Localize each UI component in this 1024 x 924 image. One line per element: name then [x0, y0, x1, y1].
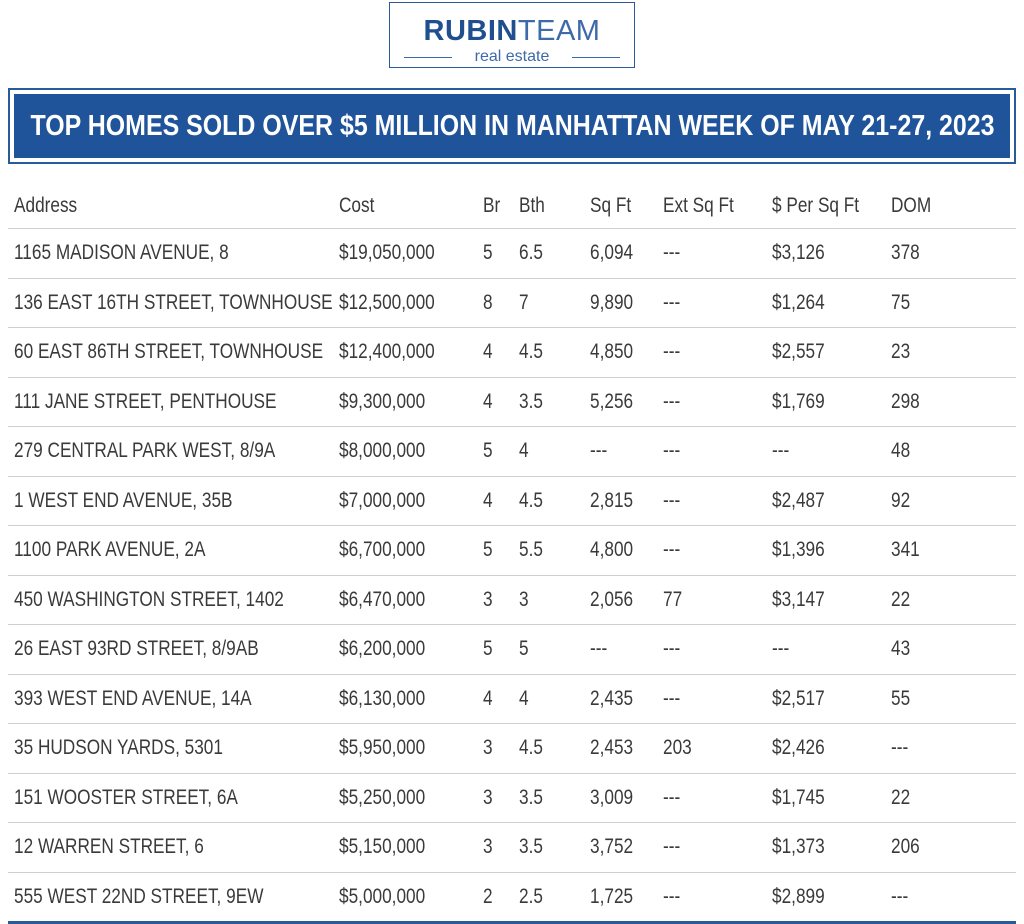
cell-price-per-sqft: $3,147	[772, 576, 825, 625]
cell-br: 5	[483, 229, 493, 278]
cell-address: 1100 PARK AVENUE, 2A	[14, 526, 205, 575]
cell-cost: $5,150,000	[339, 823, 425, 872]
table-row	[8, 279, 1016, 329]
cell-price-per-sqft: ---	[772, 625, 789, 674]
table-row	[8, 576, 1016, 626]
cell-br: 3	[483, 774, 493, 823]
table-body	[8, 229, 1016, 924]
cell-br: 3	[483, 823, 493, 872]
rubin-team-logo	[389, 2, 635, 68]
cell-address: 279 CENTRAL PARK WEST, 8/9A	[14, 427, 275, 476]
cell-ext-sqft: ---	[663, 823, 680, 872]
cell-address: 151 WOOSTER STREET, 6A	[14, 774, 238, 823]
cell-ext-sqft: ---	[663, 873, 680, 922]
cell-ext-sqft: ---	[663, 427, 680, 476]
cell-dom: 341	[891, 526, 920, 575]
cell-sqft: ---	[590, 625, 607, 674]
cell-bth: 7	[519, 279, 529, 328]
cell-ext-sqft: ---	[663, 229, 680, 278]
cell-br: 5	[483, 625, 493, 674]
cell-sqft: ---	[590, 427, 607, 476]
sales-table	[8, 183, 1016, 924]
cell-address: 555 WEST 22ND STREET, 9EW	[14, 873, 263, 922]
cell-bth: 5	[519, 625, 529, 674]
cell-sqft: 4,850	[590, 328, 633, 377]
cell-dom: 298	[891, 378, 920, 427]
header-cost: Cost	[339, 183, 374, 228]
cell-sqft: 6,094	[590, 229, 633, 278]
cell-cost: $8,000,000	[339, 427, 425, 476]
cell-address: 35 HUDSON YARDS, 5301	[14, 724, 223, 773]
cell-bth: 4.5	[519, 328, 543, 377]
logo-wordmark	[390, 15, 634, 47]
cell-bth: 3	[519, 576, 529, 625]
cell-dom: 48	[891, 427, 910, 476]
cell-cost: $7,000,000	[339, 477, 425, 526]
cell-ext-sqft: ---	[663, 328, 680, 377]
cell-bth: 6.5	[519, 229, 543, 278]
logo-word-light: TEAM	[518, 15, 601, 47]
cell-price-per-sqft: $1,769	[772, 378, 825, 427]
cell-cost: $6,470,000	[339, 576, 425, 625]
cell-sqft: 3,009	[590, 774, 633, 823]
cell-cost: $9,300,000	[339, 378, 425, 427]
cell-cost: $6,700,000	[339, 526, 425, 575]
cell-price-per-sqft: $2,517	[772, 675, 825, 724]
logo-word-bold: RUBIN	[424, 15, 518, 47]
table-row	[8, 625, 1016, 675]
cell-ext-sqft: ---	[663, 774, 680, 823]
cell-br: 5	[483, 427, 493, 476]
table-row	[8, 774, 1016, 824]
cell-ext-sqft: 77	[663, 576, 682, 625]
header-sqft: Sq Ft	[590, 183, 631, 228]
cell-bth: 4.5	[519, 477, 543, 526]
cell-price-per-sqft: $2,557	[772, 328, 825, 377]
cell-dom: 22	[891, 576, 910, 625]
cell-sqft: 9,890	[590, 279, 633, 328]
cell-dom: 23	[891, 328, 910, 377]
header-dom: DOM	[891, 183, 931, 228]
cell-ext-sqft: ---	[663, 279, 680, 328]
table-row	[8, 427, 1016, 477]
cell-address: 136 EAST 16TH STREET, TOWNHOUSE	[14, 279, 333, 328]
cell-address: 1 WEST END AVENUE, 35B	[14, 477, 233, 526]
cell-bth: 4.5	[519, 724, 543, 773]
cell-cost: $5,250,000	[339, 774, 425, 823]
cell-bth: 2.5	[519, 873, 543, 922]
cell-br: 4	[483, 477, 493, 526]
cell-address: 1165 MADISON AVENUE, 8	[14, 229, 229, 278]
cell-br: 5	[483, 526, 493, 575]
table-row	[8, 724, 1016, 774]
cell-ext-sqft: ---	[663, 477, 680, 526]
cell-address: 12 WARREN STREET, 6	[14, 823, 204, 872]
page-title: TOP HOMES SOLD OVER $5 MILLION IN MANHATTAN WEEK OF MAY 21-27, 2023	[30, 110, 994, 143]
cell-cost: $19,050,000	[339, 229, 435, 278]
cell-dom: 378	[891, 229, 920, 278]
table-row	[8, 328, 1016, 378]
cell-cost: $12,500,000	[339, 279, 435, 328]
cell-dom: 55	[891, 675, 910, 724]
cell-price-per-sqft: $1,264	[772, 279, 825, 328]
cell-price-per-sqft: $1,373	[772, 823, 825, 872]
cell-ext-sqft: ---	[663, 625, 680, 674]
header-address: Address	[14, 183, 77, 228]
table-row	[8, 526, 1016, 576]
table-row	[8, 675, 1016, 725]
cell-price-per-sqft: $2,426	[772, 724, 825, 773]
logo-subtitle: real estate	[390, 48, 634, 66]
cell-sqft: 5,256	[590, 378, 633, 427]
title-banner-fill	[14, 94, 1010, 158]
cell-dom: 22	[891, 774, 910, 823]
cell-bth: 3.5	[519, 823, 543, 872]
cell-sqft: 1,725	[590, 873, 633, 922]
cell-bth: 3.5	[519, 774, 543, 823]
cell-address: 393 WEST END AVENUE, 14A	[14, 675, 252, 724]
cell-br: 3	[483, 576, 493, 625]
table-header-row	[8, 183, 1016, 229]
cell-sqft: 2,453	[590, 724, 633, 773]
cell-cost: $5,000,000	[339, 873, 425, 922]
cell-br: 3	[483, 724, 493, 773]
cell-dom: ---	[891, 724, 908, 773]
cell-dom: ---	[891, 873, 908, 922]
cell-bth: 4	[519, 675, 529, 724]
header-ext-sqft: Ext Sq Ft	[663, 183, 734, 228]
table-row	[8, 378, 1016, 428]
cell-bth: 5.5	[519, 526, 543, 575]
cell-cost: $12,400,000	[339, 328, 435, 377]
cell-price-per-sqft: ---	[772, 427, 789, 476]
cell-dom: 92	[891, 477, 910, 526]
cell-sqft: 2,815	[590, 477, 633, 526]
cell-sqft: 2,056	[590, 576, 633, 625]
header-price-per-sqft: $ Per Sq Ft	[772, 183, 859, 228]
cell-sqft: 4,800	[590, 526, 633, 575]
cell-br: 4	[483, 328, 493, 377]
cell-ext-sqft: 203	[663, 724, 692, 773]
cell-ext-sqft: ---	[663, 526, 680, 575]
cell-price-per-sqft: $2,899	[772, 873, 825, 922]
header-br: Br	[483, 183, 500, 228]
cell-dom: 75	[891, 279, 910, 328]
cell-address: 450 WASHINGTON STREET, 1402	[14, 576, 284, 625]
cell-ext-sqft: ---	[663, 675, 680, 724]
cell-bth: 3.5	[519, 378, 543, 427]
cell-br: 4	[483, 675, 493, 724]
cell-sqft: 2,435	[590, 675, 633, 724]
cell-address: 26 EAST 93RD STREET, 8/9AB	[14, 625, 259, 674]
cell-cost: $6,200,000	[339, 625, 425, 674]
cell-bth: 4	[519, 427, 529, 476]
cell-price-per-sqft: $1,396	[772, 526, 825, 575]
cell-price-per-sqft: $1,745	[772, 774, 825, 823]
cell-price-per-sqft: $2,487	[772, 477, 825, 526]
cell-ext-sqft: ---	[663, 378, 680, 427]
cell-price-per-sqft: $3,126	[772, 229, 825, 278]
table-row	[8, 823, 1016, 873]
cell-br: 4	[483, 378, 493, 427]
cell-dom: 206	[891, 823, 920, 872]
table-row	[8, 477, 1016, 527]
cell-br: 8	[483, 279, 493, 328]
cell-cost: $5,950,000	[339, 724, 425, 773]
header-bth: Bth	[519, 183, 545, 228]
cell-address: 111 JANE STREET, PENTHOUSE	[14, 378, 277, 427]
table-row	[8, 229, 1016, 279]
cell-cost: $6,130,000	[339, 675, 425, 724]
title-banner	[8, 88, 1016, 164]
cell-br: 2	[483, 873, 493, 922]
cell-address: 60 EAST 86TH STREET, TOWNHOUSE	[14, 328, 323, 377]
cell-dom: 43	[891, 625, 910, 674]
cell-sqft: 3,752	[590, 823, 633, 872]
table-row	[8, 873, 1016, 924]
